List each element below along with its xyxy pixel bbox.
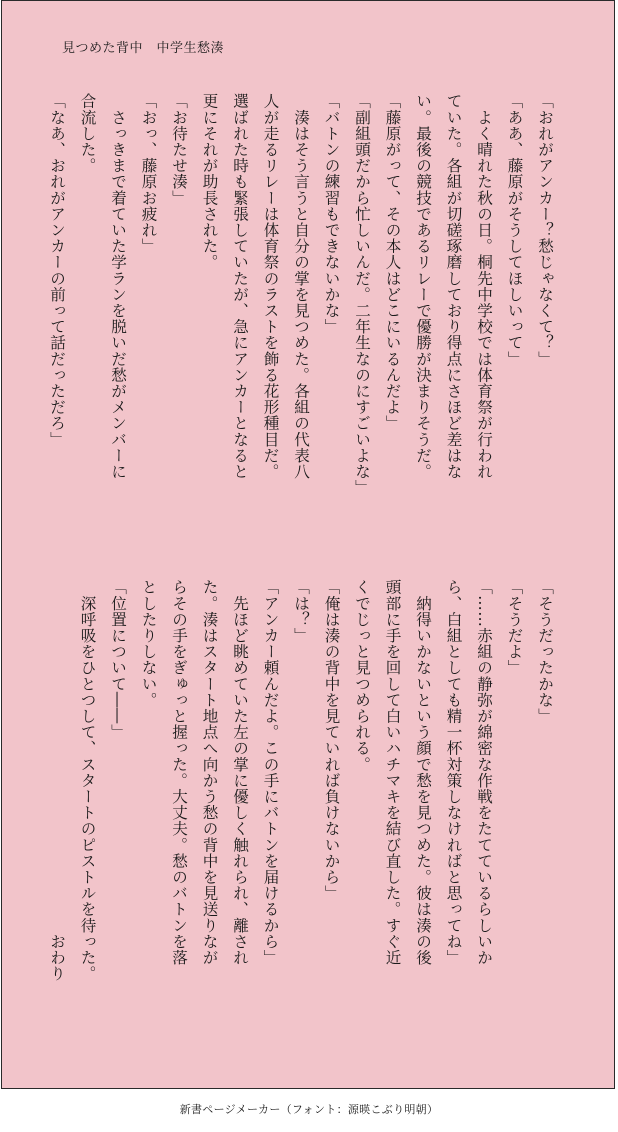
text-line: い。最後の競技であるリレーで優勝が決まりそうだ。	[414, 93, 432, 480]
text-line: 「お待たせ湊」	[170, 93, 188, 206]
book-page	[1, 0, 615, 1089]
text-line: おわり	[48, 579, 66, 982]
text-line: 「……赤組の静弥が綿密な作戦をたてているらしいか	[475, 579, 493, 966]
text-line: よく晴れた秋の日。桐先中学校では体育祭が行われ	[475, 93, 493, 480]
text-line: 更にそれが助長された。	[200, 93, 219, 271]
text-line: さっきまで着ていた学ランを脱いだ愁がメンバーに	[109, 93, 127, 480]
text-line: 「おっ、藤原お疲れ」	[139, 93, 158, 254]
text-line: 「アンカー頼んだよ。この手にバトンを届けるから」	[261, 579, 280, 966]
text-line: 納得いかないという顔で愁を見つめた。彼は湊の後	[414, 579, 432, 966]
text-line: ら、白組としても精一杯対策しなければと思ってね」	[444, 579, 463, 966]
text-line: 「は？」	[292, 579, 310, 644]
text-line: 「そうだよ」	[505, 579, 524, 676]
text-line: 深呼吸をひとつして、スタートのピストルを待った。	[78, 579, 97, 982]
text-line: 先ほど眺めていた左の掌に優しく触れられ、離され	[231, 579, 249, 966]
upper-text-block	[42, 93, 561, 533]
text-line: 頭部に手を回して白いハチマキを結び直した。すぐ近	[383, 579, 402, 966]
text-line: 選ばれた時も緊張していたが、急にアンカーとなると	[231, 93, 249, 480]
text-line: 「ああ、藤原がそうしてほしいって」	[505, 93, 524, 367]
text-line: 「なあ、おれがアンカーの前って話だっただろ」	[48, 93, 66, 448]
text-line: 「そうだったかな」	[536, 579, 554, 724]
text-line: らその手をぎゅっと握った。大丈夫。愁のバトンを落	[170, 579, 188, 966]
page-title: 見つめた背中 中学生愁湊	[62, 41, 225, 56]
text-line: 「バトンの練習もできないかな」	[322, 93, 341, 335]
text-line: 「副組頭だから忙しいんだ。二年生なのにすごいよな」	[353, 93, 371, 496]
text-line: ていた。各組が切磋琢磨しており得点にさほど差はな	[444, 93, 463, 480]
text-line: 「俺は湊の背中を見ていれば負けないから」	[322, 579, 341, 901]
text-line: くでじっと見つめられる。	[353, 579, 371, 773]
text-line: た。湊はスタート地点へ向かう愁の背中を見送りなが	[200, 579, 219, 966]
text-line: 人が走るリレーは体育祭のラストを飾る花形種目だ。	[261, 93, 280, 480]
text-line: 合流した。	[78, 93, 97, 174]
lower-text-block	[42, 579, 561, 1019]
text-line: 「藤原がって、その本人はどこにいるんだよ」	[383, 93, 402, 432]
text-line: 「位置について――」	[109, 579, 127, 740]
footer-credit: 新書ページメーカー（フォント：源暎こぶり明朝）	[179, 1103, 439, 1116]
text-line: 「おれがアンカー？愁じゃなくて？」	[536, 93, 554, 367]
text-line: 湊はそう言うと自分の掌を見つめた。各組の代表八	[292, 93, 310, 480]
text-line: としたりしない。	[139, 579, 158, 708]
